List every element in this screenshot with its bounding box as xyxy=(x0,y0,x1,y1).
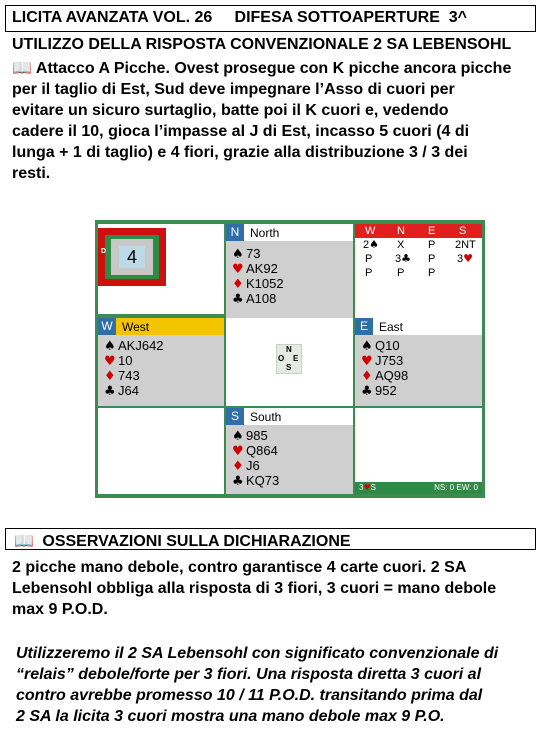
bid-e-1: P xyxy=(428,239,436,251)
auction-box xyxy=(355,224,482,318)
heart-icon: ♥ xyxy=(232,262,244,277)
south-seat: S xyxy=(226,408,244,425)
south-hand xyxy=(226,408,353,494)
east-diamonds: ♦ AQ98 xyxy=(361,368,409,384)
east-hearts: ♥ J753 xyxy=(361,353,404,369)
west-name: West xyxy=(122,320,150,334)
spade-icon: ♠ xyxy=(232,247,244,262)
bid-n-3: P xyxy=(397,267,405,279)
header-title xyxy=(12,9,467,27)
diamond-icon: ♦ xyxy=(361,369,373,384)
intro-line-3: evitare un sicuro surtaglio, batte poi il K cuori e, vedendo xyxy=(12,102,449,119)
spade-icon: ♠ xyxy=(361,339,373,354)
book-icon: 📖 xyxy=(12,58,32,77)
board-number-cell xyxy=(98,224,224,314)
south-spades: ♠ 985 xyxy=(232,428,268,444)
east-spades: ♠ Q10 xyxy=(361,338,400,354)
east-hand xyxy=(355,318,482,406)
contract: 3♥S xyxy=(359,483,376,492)
diamond-icon: ♦ xyxy=(232,459,244,474)
observations-title: 📖 OSSERVAZIONI SULLA DICHIARAZIONE xyxy=(14,531,351,550)
north-hearts: ♥ AK92 xyxy=(232,261,278,277)
header-right: DIFESA SOTTOAPERTURE 3^ xyxy=(234,9,468,26)
west-hand xyxy=(98,318,224,406)
heart-icon: ♥ xyxy=(104,354,116,369)
result-cell xyxy=(355,408,482,482)
south-clubs: ♣ KQ73 xyxy=(232,473,280,489)
north-spades: ♠ 73 xyxy=(232,246,261,262)
observations-paragraph-2: Utilizzeremo il 2 SA Lebensohl con significato convenzionale di “relais” debole/forte per 3 fiori. Una risposta diretta 3 cuori al contro avrebbe promesso 10 / 11 P.O.D. transitando prima dal 2 SA la licita 3 cuori mostra una mano debole max 9 P.O. xyxy=(16,645,499,725)
bid-s-1: 2NT xyxy=(455,239,476,251)
intro-line-2: per il taglio di Est, Sud deve impegnare l’Asso di cuori per xyxy=(12,81,455,98)
intro-line-4: cadere il 10, gioca l’impasse al J di Est, incasso 5 cuori (4 di xyxy=(12,123,470,140)
bid-w-2: P xyxy=(365,253,373,265)
north-seat: N xyxy=(226,224,244,241)
west-seat: W xyxy=(98,318,116,335)
east-clubs: ♣ 952 xyxy=(361,383,397,399)
intro-line-6: resti. xyxy=(12,165,51,182)
north-diamonds: ♦ K1052 xyxy=(232,276,284,292)
bid-n-2: 3♣ xyxy=(395,252,411,265)
club-icon: ♣ xyxy=(361,384,373,399)
south-name: South xyxy=(250,410,282,424)
compass-rose: N O E S xyxy=(276,344,302,374)
bid-w-1: 2♠ xyxy=(363,238,379,251)
section-subtitle: UTILIZZO DELLA RISPOSTA CONVENZIONALE 2 SA LEBENSOHL xyxy=(12,36,512,53)
club-icon: ♣ xyxy=(232,292,244,307)
west-clubs: ♣ J64 xyxy=(104,383,139,399)
south-diamonds: ♦ J6 xyxy=(232,458,260,474)
north-clubs: ♣ A108 xyxy=(232,291,277,307)
spade-icon: ♠ xyxy=(232,429,244,444)
intro-line-5: lunga + 1 di taglio) e 4 fiori, grazie alla distribuzione 3 / 3 dei xyxy=(12,144,468,161)
west-hearts: ♥ 10 xyxy=(104,353,133,369)
bid-e-3: P xyxy=(428,267,436,279)
bridge-diagram xyxy=(95,220,485,498)
diamond-icon: ♦ xyxy=(104,369,116,384)
club-icon: ♣ xyxy=(104,384,116,399)
table-center xyxy=(226,318,353,406)
west-spades: ♠ AKJ642 xyxy=(104,338,164,354)
bid-s-2: 3♥ xyxy=(457,252,473,265)
contract-bar xyxy=(355,482,482,494)
observations-paragraph-1: 2 picche mano debole, contro garantisce 4 carte cuori. 2 SA Lebensohl obbliga alla risposta di 3 fiori, 3 cuori = mano debole max 9 P.O.D. xyxy=(12,559,497,618)
north-hand xyxy=(226,224,353,318)
board-number-box xyxy=(111,239,153,275)
north-name: North xyxy=(250,226,280,240)
intro-line-1: 📖 Attacco A Picche. Ovest prosegue con K picche ancora picche xyxy=(12,58,512,77)
heart-icon: ♥ xyxy=(361,354,373,369)
bid-n-1: X xyxy=(397,239,405,251)
east-name: East xyxy=(379,320,404,334)
intro-paragraph xyxy=(12,57,532,184)
south-hearts: ♥ Q864 xyxy=(232,443,278,459)
west-diamonds: ♦ 743 xyxy=(104,368,140,384)
club-icon: ♣ xyxy=(232,474,244,489)
bid-e-2: P xyxy=(428,253,436,265)
bid-w-3: P xyxy=(365,267,373,279)
empty-cell xyxy=(98,408,224,494)
east-seat: E xyxy=(355,318,373,335)
vulnerability: NS: 0 EW: 0 xyxy=(434,483,478,492)
book-icon: 📖 xyxy=(14,531,34,550)
board-number: 4 xyxy=(119,246,145,268)
diamond-icon: ♦ xyxy=(232,277,244,292)
heart-icon: ♥ xyxy=(232,444,244,459)
auction-header: W N E S xyxy=(355,224,482,238)
spade-icon: ♠ xyxy=(104,339,116,354)
header-left: LICITA AVANZATA VOL. 26 xyxy=(12,9,213,26)
dealer-marker: D xyxy=(101,248,107,255)
